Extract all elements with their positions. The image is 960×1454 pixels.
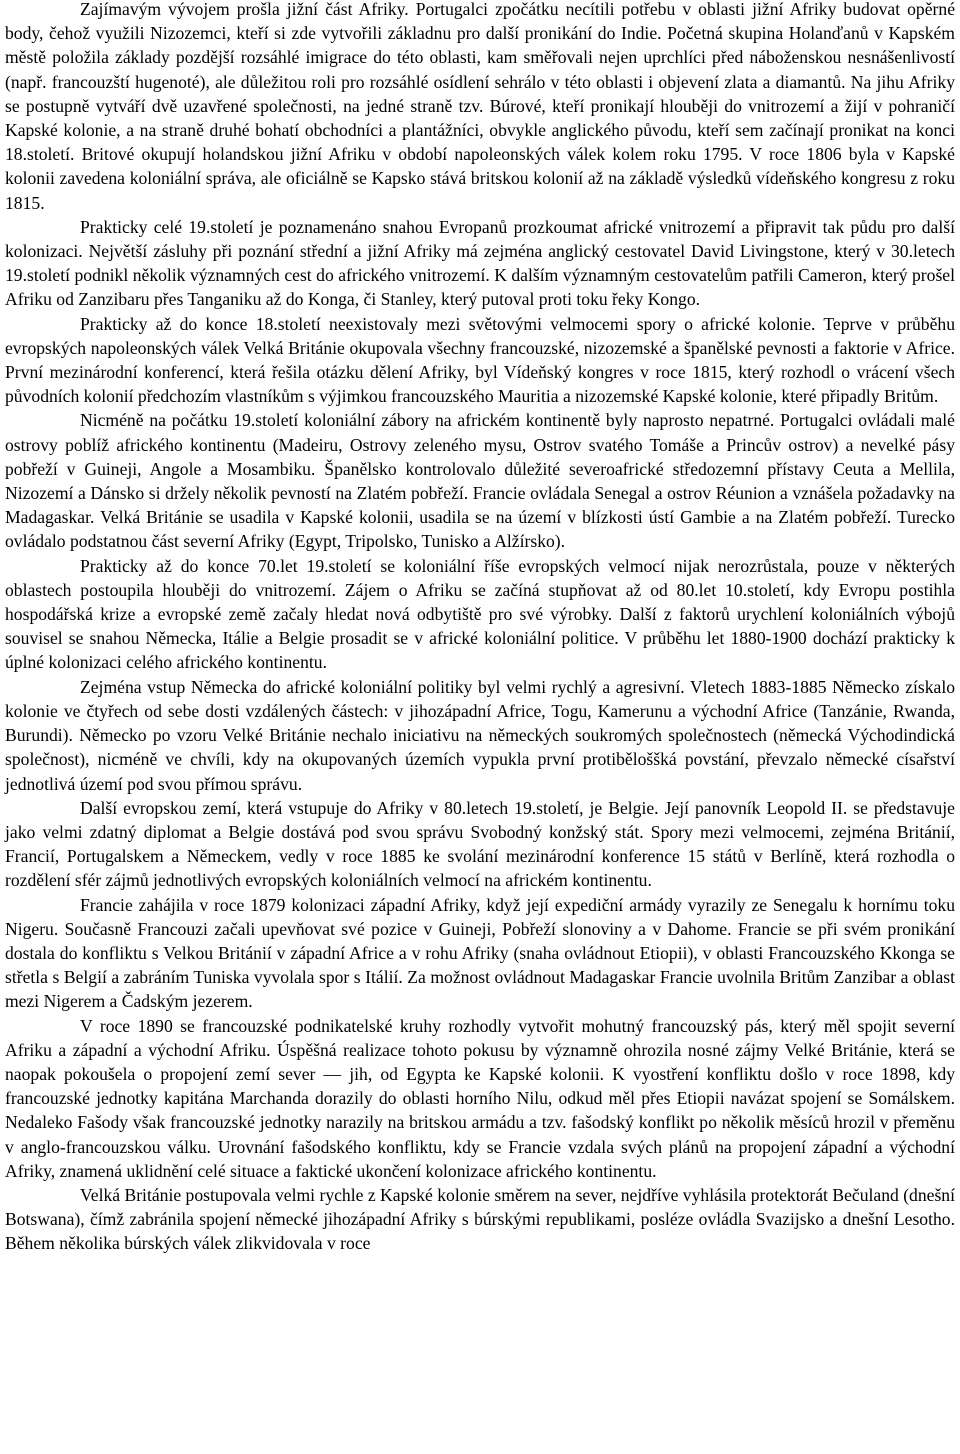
paragraph-vienna-congress: Prakticky až do konce 18.století neexistovaly mezi světovými velmocemi spory o africké kolonie. Teprve v průběhu evropských napoleonských válek Velká Británie okupovala všechny francouzské, nizozemské a španělské pevnosti a faktorie v Africe. První mezinárodní konferencí, která řešila otázku dělení Afriky, byl Vídeňský kongres v roce 1815, který rozhodl o vrácení všech původních kolonií předchozím vlastníkům s výjimkou francouzského Mauritia a nizozemské Kapské kolonie, které připadly Britům. xyxy=(5,313,955,407)
paragraph-south-africa: Zajímavým vývojem prošla jižní část Afriky. Portugalci zpočátku necítili potřebu v oblasti jižní Afriky budovat opěrné body, čehož využili Nizozemci, kteří si zde vytvořili základnu pro další pronikání do Indie. Početná skupina Holanďanů v Kapském městě položila základy pozdější rozsáhlé imigrace do této oblasti, kam směřovali nejen uprchlíci před náboženskou nesnášenlivostí (např. francouzští hugenoté), ale důležitou roli pro rozsáhlé osídlení sehrálo v této oblasti i objevení zlata a diamantů. Na jihu Afriky se postupně vytváří dvě uzavřené společnosti, na jedné straně tzv. Búrové, kteří pronikají hlouběji do vnitrozemí a žijí v pohraničí Kapské kolonie, a na straně druhé bohatí obchodníci a plantážníci, obvykle anglického původu, kteří sem začínají pronikat na konci 18.století. Britové okupují holandskou jižní Afriku v období napoleonských válek kolem roku 1795. V roce 1806 byla v Kapské kolonii zavedena koloniální správa, ale oficiálně se Kapsko stává britskou kolonií až na základě výsledků vídeňského kongresu z roku 1815. xyxy=(5,0,955,213)
paragraph-france: Francie zahájila v roce 1879 kolonizaci západní Afriky, když její expediční armády vyrazily ze Senegalu k hornímu toku Nigeru. Současně Francouzi začali upevňovat své pozice v Guineji, Pobřeží slonoviny a v Dahome. Francie se při svém pronikání dostala do konfliktu s Velkou Británií v západní Africe a v rohu Afriky (snaha ovládnout Etiopii), v oblasti Francouzského Kkonga se střetla s Belgií a zabráním Tuniska vyvolala spor s Itálií. Za možnost ovládnout Madagaskar Francie uvolnila Britům Zanzibar a oblast mezi Nigerem a Čadským jezerem. xyxy=(5,894,955,1012)
paragraph-great-britain: Velká Británie postupovala velmi rychle z Kapské kolonie směrem na sever, nejdříve vyhlásila protektorát Bečuland (dnešní Botswana), čímž zabránila spojení německé jihozápadní Afriky s búrskými republikami, posléze ovládla Svazijsko a dnešní Lesotho. Během několika búrských válek zlikvidovala v roce xyxy=(5,1184,955,1254)
paragraph-fashoda: V roce 1890 se francouzské podnikatelské kruhy rozhodly vytvořit mohutný francouzský pás, který měl spojit severní Afriku a západní a východní Afriku. Úspěšná realizace tohoto pokusu by významně ohrozila nosné zájmy Velké Británie, která se naopak pokoušela o propojení zemí sever — jih, od Egypta ke Kapské kolonii. K vyostření konfliktu došlo v roce 1898, kdy francouzské jednotky kapitána Marchanda dorazily do oblasti horního Nilu, odkud měl přes Etiopii navázat spojení se Somálskem. Nedaleko Fašody však francouzské jednotky narazily na britskou armádu a tzv. fašodský konflikt po několik měsíců hrozil v přeměnu v anglo-francouzskou válku. Urovnání fašodského konfliktu, kdy se Francie vzdala svých plánů na propojení západní a východní Afriky, znamená uklidnění celé situace a faktické ukončení kolonizace afrického kontinentu. xyxy=(5,1015,955,1181)
paragraph-germany: Zejména vstup Německa do africké koloniální politiky byl velmi rychlý a agresivní. Vletech 1883-1885 Německo získalo kolonie ve čtyřech od sebe dosti vzdálených částech: v jihozápadní Africe, Togu, Kamerunu a východní Africe (Tanzánie, Rwanda, Burundi). Německo po vzoru Velké Británie nechalo iniciativu na německých soukromých společnostech (německá Východindická společnost), nicméně ve chvíli, kdy na okupovaných územích vypukla první protiběloššká povstání, převzalo německé císařství jednotlivá území pod svou přímou správu. xyxy=(5,676,955,794)
paragraph-early-19th-century: Nicméně na počátku 19.století koloniální zábory na africkém kontinentě byly naprosto nepatrné. Portugalci ovládali malé ostrovy poblíž afrického kontinentu (Madeiru, Ostrovy zeleného mysu, Ostrov svatého Tomáše a Princův ostrov) a nevelké pásy pobřeží v Guineji, Angole a Mosambiku. Španělsko kontrolovalo důležité severoafrické středozemní přístavy Ceuta a Mellila, Nizozemí a Dánsko si držely několik pevností na Zlatém pobřeží. Francie ovládala Senegal a ostrov Réunion a vznášela požadavky na Madagaskar. Velká Británie se usadila v Kapské kolonii, usadila se na území v blízkosti ústí Gambie a na Zlatém pobřeží. Turecko ovládalo podstatnou část severní Afriky (Egypt, Tripolsko, Tunisko a Alžírsko). xyxy=(5,410,955,552)
paragraph-late-19th-century: Prakticky až do konce 70.let 19.století se koloniální říše evropských velmocí nijak nerozrůstala, pouze v některých oblastech postoupila hlouběji do vnitrozemí. Zájem o Afriku se začíná stupňovat až od 80.let 10.století, kdy Evropu postihla hospodářská krize a evropské země začaly hledat nová odbytiště pro své výrobky. Další z faktorů urychlení koloniálních výbojů souvisel se snahou Německa, Itálie a Belgie prosadit se v africké koloniální politice. V průběhu let 1880-1900 dochází prakticky k úplné kolonizaci celého afrického kontinentu. xyxy=(5,555,955,673)
paragraph-belgium: Další evropskou zemí, která vstupuje do Afriky v 80.letech 19.století, je Belgie. Její panovník Leopold II. se představuje jako velmi zdatný diplomat a Belgie dostává pod svou správu Svobodný konžský stát. Spory mezi velmocemi, zejména Británií, Francií, Portugalskem a Německem, vedly v roce 1885 ke svolání mezinárodní konference 15 států v Berlíně, která rozhodla o rozdělení sfér zájmů jednotlivých evropských koloniálních velmocí na africkém kontinentu. xyxy=(5,797,955,891)
paragraph-explorers: Prakticky celé 19.století je poznamenáno snahou Evropanů prozkoumat africké vnitrozemí a připravit tak půdu pro další kolonizaci. Největší zásluhy při poznání střední a jižní Afriky má zejména anglický cestovatel David Livingstone, který v 30.letech 19.století podnikl několik významných cest do afrického vnitrozemí. K dalším významným cestovatelům patřili Cameron, který prošel Afriku od Zanzibaru přes Tanganiku až do Konga, či Stanley, který putoval proti toku řeky Kongo. xyxy=(5,216,955,310)
